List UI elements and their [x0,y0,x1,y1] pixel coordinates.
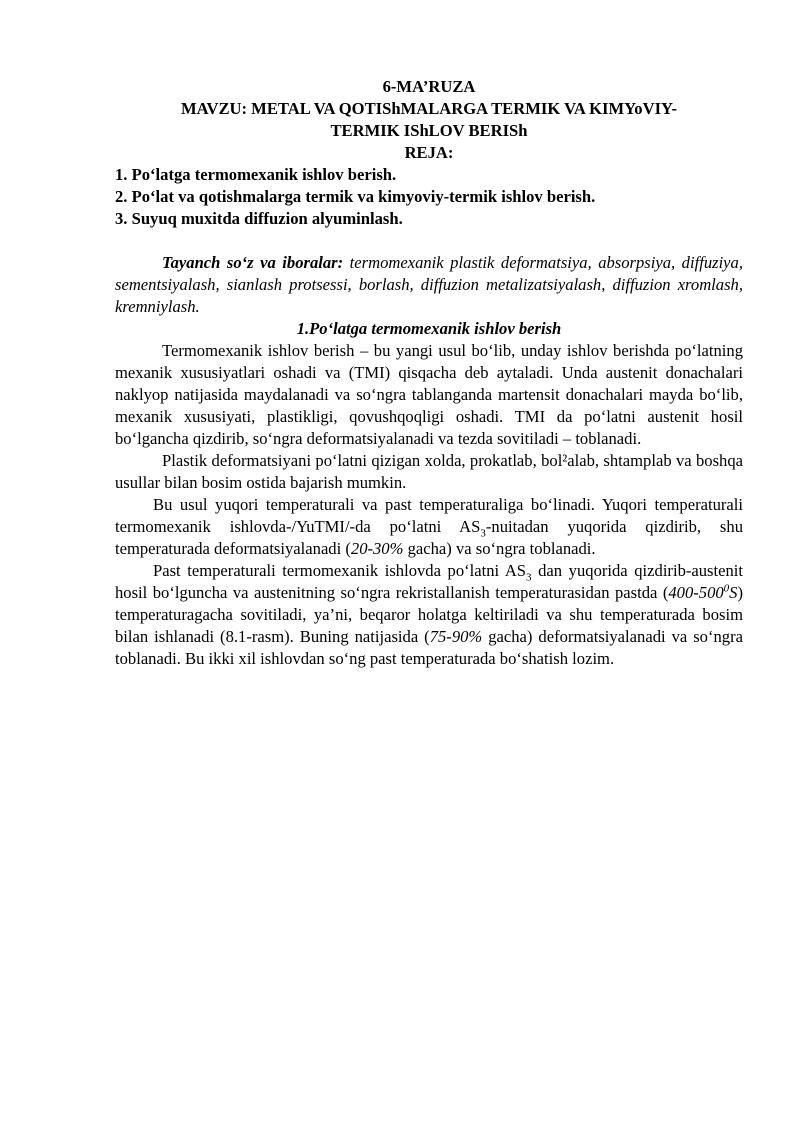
lecture-number: 6-MA’RUZA [382,77,476,96]
topic-title-line2: TERMIK IShLOV BERISh [330,121,528,140]
paragraph-4-temp-unit: S [729,583,738,602]
paragraph-4-temp-range: 400-500 [668,583,724,602]
paragraph-4-text-a: Past temperaturali termomexanik ishlovda po‘latni AS [153,561,527,580]
paragraph-4-text-c: ) temperaturagacha sovitiladi, ya’ni, beqaror holatga keltiriladi va shu temperaturada bosim bilan ishlanadi (8.1-rasm). Buning natijasida ( [115,583,743,646]
plan-item-3: 3. Suyuq muxitda diffuzion alyuminlash. [115,209,403,228]
section-heading: 1.Po‘latga termomexanik ishlov berish [296,319,562,338]
paragraph-4-text-b: dan yuqorida qizdirib-austenit hosil bo‘lguncha va austenitning so‘ngra rekristallanish temperaturasidan pastda ( [115,561,744,602]
paragraph-2: Plastik deformatsiyani po‘latni qizigan xolda, prokatlab, bol²alab, shtamplab va boshqa usullar bilan bosim ostida bajarish mumkin. [115,451,743,492]
paragraph-3-percent: 20-30% [350,539,404,558]
paragraph-4-percent: 75-90% [429,627,483,646]
topic-title-line1: MAVZU: METAL VA QOTIShMALARGA TERMIK VA KIMYoVIY- [180,99,678,118]
paragraph-3 [115,494,743,560]
paragraph-3-text-b: -nuitadan yuqorida qizdirib, shu temperaturada deformatsiyalanadi ( [115,517,743,558]
paragraph-3-text-a: Bu usul yuqori temperaturali va past temperaturaliga bo‘linadi. Yuqori temperaturali termomexanik ishlovda-/YuTMI/-da po‘latni AS [115,495,743,536]
paragraph-1: Termomexanik ishlov berish – bu yangi usul bo‘lib, unday ishlov berishda po‘latning mexanik xususiyatlari oshadi va (TMI) qisqacha deb aytaladi. Unda austenit donachalari naklyop natijasida maydalanadi va so‘ngra tablanganda martensit donachalari mayda bo‘lib, mexanik xususiyati, plastikligi, qovushqoqligi oshadi. TMI da po‘latni austenit hosil bo‘lgancha qizdirib, so‘ngra deformatsiyalanadi va tezda sovitiladi – toblanadi. [115,341,743,448]
plan-item-1: 1. Po‘latga termomexanik ishlov berish. [115,165,397,184]
paragraph-4-text-d: gacha) deformatsiyalanadi va so‘ngra toblanadi. Bu ikki xil ishlovdan so‘ng past temperaturada bo‘shatish lozim. [115,627,743,668]
paragraph-3-subscript: 3 [480,527,486,540]
keywords-paragraph [115,252,743,318]
paragraph-3-text-c: gacha) va so‘ngra toblanadi. [403,539,596,558]
paragraph-4-subscript: 3 [526,571,532,584]
keywords-label: Tayanch so‘z va iboralar: [162,253,344,272]
document-page [115,76,743,670]
keywords-text: termomexanik plastik deformatsiya, absorpsiya, diffuziya, sementsiyalash, sianlash protsessi, borlash, diffuzion metalizatsiyalash, diffuzion xromlash, kremniylash. [115,253,743,316]
plan-item-2: 2. Po‘lat va qotishmalarga termik va kimyoviy-termik ishlov berish. [115,187,596,206]
spacer [115,230,743,252]
paragraph-4-superscript: 0 [723,582,730,595]
paragraph-4 [115,560,743,670]
plan-title: REJA: [404,143,454,162]
